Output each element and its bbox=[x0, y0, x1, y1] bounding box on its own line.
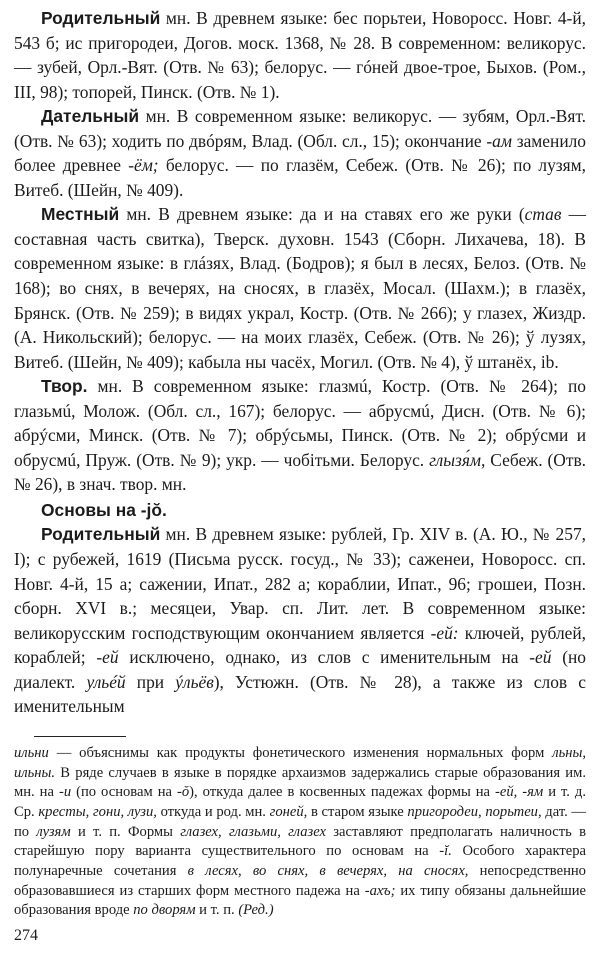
footnote-segment: ), откуда далее в косвенных падежах формы на bbox=[189, 784, 496, 801]
footnote-italic-segment: в лесях, во снях, в вечерях, на сносях, bbox=[187, 863, 469, 880]
footnote-segment: и т. д. Ср. bbox=[14, 784, 587, 820]
paragraph-heading: Твор. bbox=[41, 376, 88, 397]
footnote-segment: В ряде случаев в языке в порядке архаизмов задержались старые образования им. мн. на bbox=[14, 764, 586, 801]
footnote-italic-segment: гоней, bbox=[269, 803, 308, 820]
footnote-italic-segment: пригородеи, порьтеи, bbox=[407, 803, 542, 820]
page-number: 274 bbox=[14, 927, 38, 944]
paragraph-genitive-plural-jo: Родительный мн. В древнем языке: рублей, Гр. XIV в. (А. Ю., № 257, I); с рубежей, 1619 (Письма русск. госуд., № 33); саженеи, Новоросс. сп. Новг. 4-й, 15 а; сажении, Ипат., 282 а; кораблии, Ипат., 96; грошеи, Позн. сборн. XVI в.; месяцеи, Увар. сп. Лит. лет. В современном языке: великорусским господствующим окончанием является -ей: ключей, рублей, кораблей; -ей исключено, однако, из слов с именительным на -ей (но диалект. ульéй при ýльёв), Устюжн. (Отв. № 28), а также из слов с именительным bbox=[14, 524, 586, 717]
footnote-segment: в старом языке bbox=[307, 803, 408, 820]
paragraph-heading: Родительный bbox=[41, 524, 161, 545]
footnote bbox=[14, 744, 586, 921]
footnote-italic-segment: -и bbox=[58, 784, 72, 801]
footnote-segment: Особого характера полунаречные сочетания bbox=[14, 843, 586, 880]
footnote-italic-segment: -ŏ bbox=[176, 784, 190, 801]
footnote-italic-segment: по дворям bbox=[133, 902, 196, 919]
footnote-segment: — объяснимы как продукты фонетического изменения нормальных форм bbox=[48, 744, 553, 761]
paragraph-heading: Дательный bbox=[41, 106, 140, 127]
footnote-italic-segment: лузям bbox=[36, 823, 71, 840]
footnote-segment: и т. п. bbox=[195, 902, 239, 919]
footnote-segment: их типу обязаны дальнейшие образования вроде bbox=[14, 882, 586, 919]
footnote-italic-segment: (Ред.) bbox=[238, 902, 274, 919]
paragraph-dative-plural: Дательный мн. В современном языке: великорус. — зубям, Орл.-Вят. (Отв. № 63); ходить по двóрям, Влад. (Обл. сл., 15); окончание -ам заменило более древнее -ём; белорус. — по глазём, Себеж. (Отв. № 26); по лузям, Витеб. (Шейн, № 409). bbox=[14, 106, 587, 200]
paragraph-heading: Местный bbox=[41, 204, 120, 225]
footnote-italic-segment: кресты, гони, лузи, bbox=[38, 803, 157, 820]
footnote-segment: непосредственно образовавшиеся из старших форм местного падежа на bbox=[14, 863, 586, 899]
footnote-segment: и т. п. Формы bbox=[70, 823, 181, 840]
footnote-segment: откуда и род. мн. bbox=[156, 803, 270, 820]
paragraph-instrumental-plural: Твор. мн. В современном языке: глазмú, Костр. (Отв. № 264); по глазьмú, Молож. (Обл. сл., 167); белорус. — абрусмú, Дисн. (Отв. № 6); абрýсми, Минск. (Отв. № 7); обрýсьмы, Пинск. (Отв. № 2); обрýсми и обрусмú, Пруж. (Отв. № 9); укр. — чобітьми. Белорус. глызя́м, Себеж. (Отв. № 26), в знач. твор. мн. bbox=[14, 376, 587, 495]
paragraph-locative-plural: Местный мн. В древнем языке: да и на ставях его же руки (став — составная часть свитка), Тверск. духовн. 1543 (Сборн. Лихачева, 18). В современном языке: в глáзях, Влад. (Бодров); я был в лесях, Белоз. (Отв. № 168); во снях, в вечерях, на сносях, в глазёх, Мосал. (Шахм.); в глазёх, Брянск. (Отв. № 259); в видях украл, Костр. (Отв. № 266); у глазех, Жиздр. (А. Никольский); белорус. — на моих глазёх, Себеж. (Отв. № 26); ў лузях, Витеб. (Шейн, № 409); кабыла ны часёх, Могил. (Отв. № 4), ў штанёх, ib. bbox=[14, 204, 586, 372]
footnote-text bbox=[14, 744, 586, 921]
footnote-italic-segment: ильни bbox=[14, 744, 49, 761]
footnote-segment: дат. — по bbox=[14, 803, 586, 840]
footnote-italic-segment: глазех, глазьми, глазех bbox=[180, 823, 326, 840]
footnote-italic-segment: -ĭ. bbox=[439, 843, 452, 860]
main-text bbox=[14, 6, 586, 719]
footnote-italic-segment: -ахъ; bbox=[364, 882, 396, 899]
footnote-italic-segment: -ей, -ям bbox=[495, 784, 544, 801]
paragraph-heading: Родительный bbox=[41, 8, 161, 28]
footnote-segment: (по основам на bbox=[71, 784, 177, 801]
section-heading: Основы на -jŏ. bbox=[41, 499, 167, 520]
footnote-segment: заставляют предполагать наличность в старейшую пору варианта существительного по основам на bbox=[14, 823, 586, 860]
paragraph-genitive-plural: Родительный мн. В древнем языке: бес порьтеи, Новоросс. Новг. 4-й, 543 б; ис пригородеи, Догов. моск. 1368, № 28. В современном: великорус. — зубей, Орл.-Вят. (Отв. № 63); белорус. — гóней двое-трое, Быхов. (Ром., III, 98); топорей, Пинск. (Отв. № 1). bbox=[14, 8, 586, 102]
footnote-rule bbox=[34, 736, 126, 737]
footnote-italic-segment: льны, ильны. bbox=[14, 744, 586, 781]
